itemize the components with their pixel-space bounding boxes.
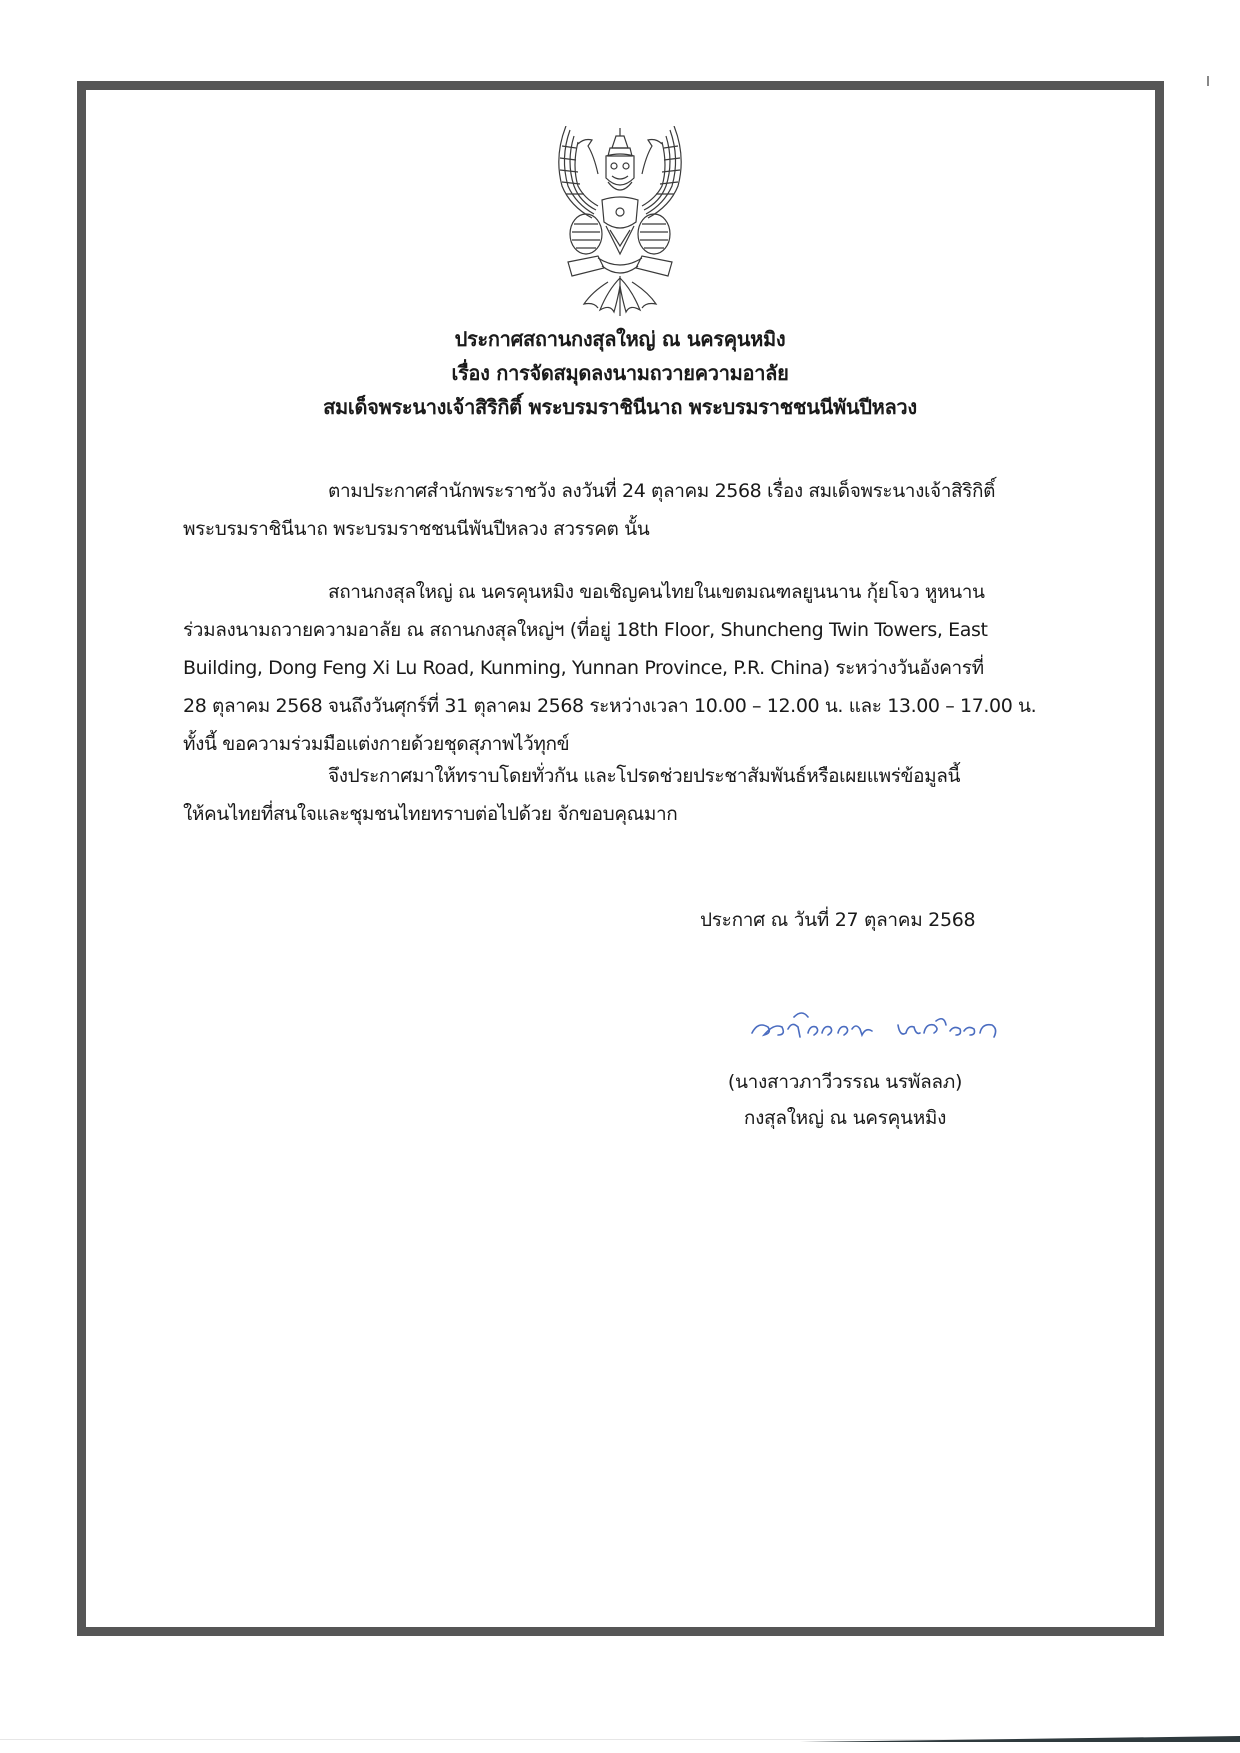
signatory-title: กงสุลใหญ่ ณ นครคุนหมิง	[743, 1107, 947, 1129]
handwritten-signature-icon	[748, 1003, 1008, 1047]
paragraph-line: ให้คนไทยที่สนใจและชุมชนไทยทราบต่อไปด้วย จักขอบคุณมาก	[183, 803, 678, 825]
paragraph-line: จึงประกาศมาให้ทราบโดยทั่วกัน และโปรดช่วยประชาสัมพันธ์หรือเผยแพร่ข้อมูลนี้	[328, 765, 961, 787]
signatory-block	[660, 1064, 1030, 1136]
paragraph-line: ร่วมลงนามถวายความอาลัย ณ สถานกงสุลใหญ่ฯ (ที่อยู่ 18th Floor, Shuncheng Twin Towers, East	[183, 619, 988, 641]
paragraph-line: Building, Dong Feng Xi Lu Road, Kunming, Yunnan Province, P.R. China) ระหว่างวันอังคารที่	[183, 657, 984, 679]
heading-subject: เรื่อง การจัดสมุดลงนามถวายความอาลัย	[451, 361, 789, 385]
paragraph-line: ทั้งนี้ ขอความร่วมมือแต่งกายด้วยชุดสุภาพไว้ทุกข์	[183, 733, 570, 755]
announcement-date: ประกาศ ณ วันที่ 27 ตุลาคม 2568	[700, 909, 976, 931]
signatory-name: (นางสาวภาวีวรรณ นรพัลลภ)	[727, 1071, 963, 1093]
garuda-emblem-icon	[548, 126, 692, 318]
heading-subject-name: สมเด็จพระนางเจ้าสิริกิติ์ พระบรมราชินีนาถ พระบรมราชชนนีพันปีหลวง	[323, 395, 917, 419]
paragraph-line: สถานกงสุลใหญ่ ณ นครคุนหมิง ขอเชิญคนไทยในเขตมณฑลยูนนาน กุ้ยโจว หูหนาน	[328, 581, 985, 603]
scan-edge-mark	[1207, 76, 1209, 86]
paragraph-2	[183, 573, 1063, 763]
paragraph-line: 28 ตุลาคม 2568 จนถึงวันศุกร์ที่ 31 ตุลาคม 2568 ระหว่างเวลา 10.00 – 12.00 น. และ 13.00 – 17.00 น.	[183, 695, 1037, 717]
scan-artifact-wedge	[800, 1735, 1240, 1743]
paragraph-line: พระบรมราชินีนาถ พระบรมราชชนนีพันปีหลวง สวรรคต นั้น	[183, 518, 650, 540]
paragraph-line: ตามประกาศสำนักพระราชวัง ลงวันที่ 24 ตุลาคม 2568 เรื่อง สมเด็จพระนางเจ้าสิริกิติ์	[328, 480, 996, 502]
paragraph-3	[183, 757, 1063, 833]
announcement-heading	[180, 322, 1060, 424]
heading-title: ประกาศสถานกงสุลใหญ่ ณ นครคุนหมิง	[454, 327, 786, 351]
paragraph-1	[183, 472, 1063, 548]
